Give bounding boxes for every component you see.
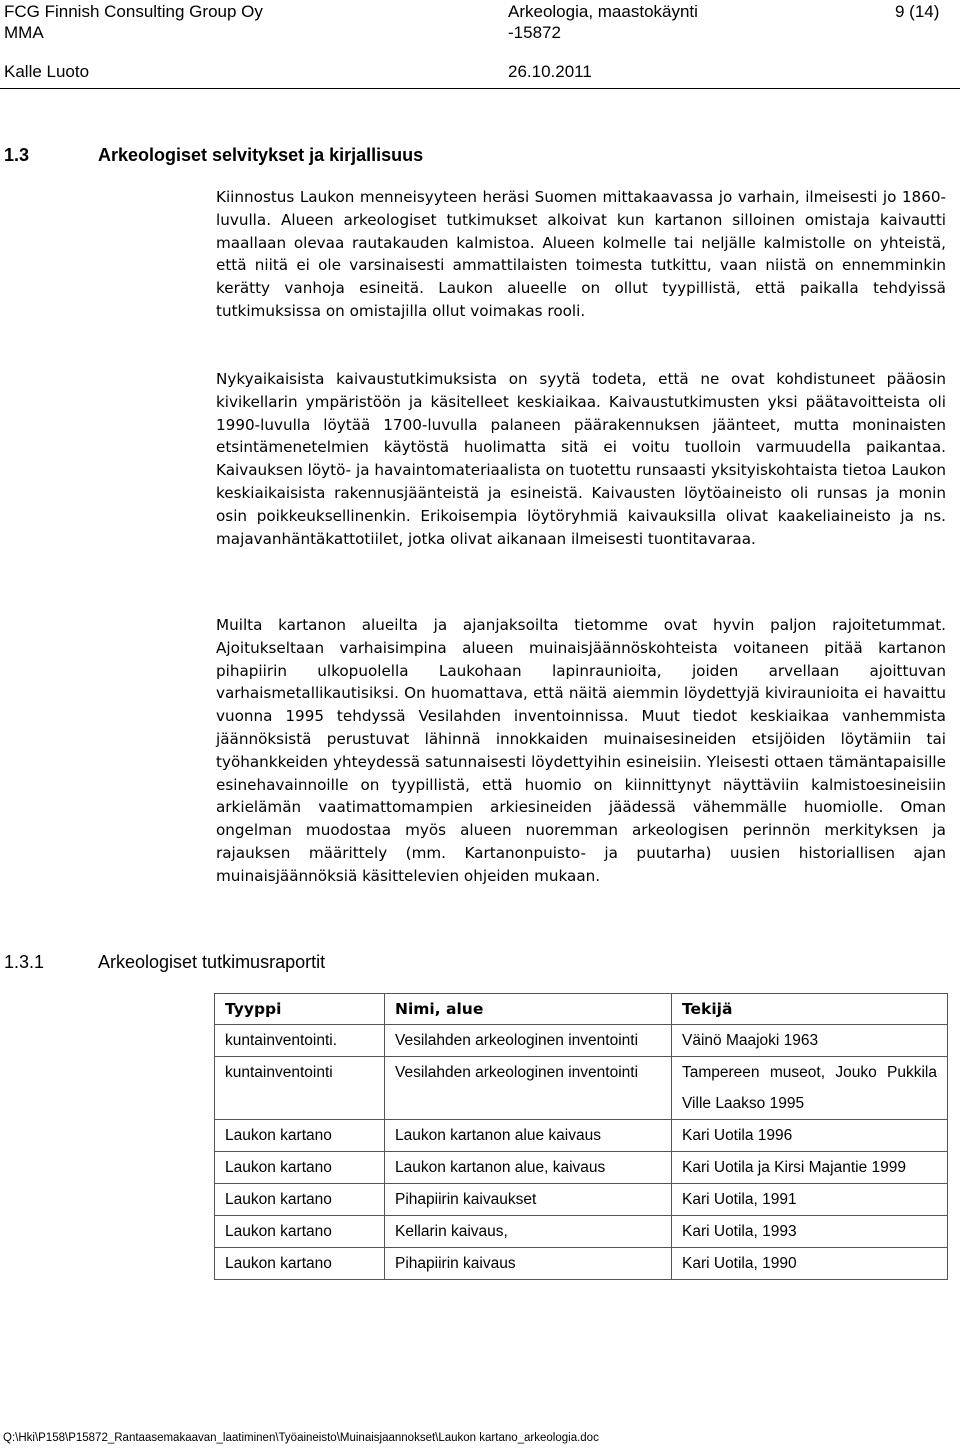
cell-author: Väinö Maajoki 1963	[672, 1025, 948, 1057]
cell-author: Kari Uotila 1996	[672, 1120, 948, 1152]
header-author: Kalle Luoto	[4, 62, 90, 81]
cell-name: Laukon kartanon alue kaivaus	[385, 1120, 672, 1152]
column-header-name: Nimi, alue	[385, 994, 672, 1025]
cell-name: Pihapiirin kaivaukset	[385, 1184, 672, 1216]
cell-type: Laukon kartano	[215, 1216, 385, 1248]
header-date: 26.10.2011	[508, 62, 592, 81]
paragraph-other-areas: Muilta kartanon alueilta ja ajanjaksoilta tietomme ovat hyvin paljon rajoitetummat. Ajoitukseltaan varhaisimpina alueen muinaisjäännöskohteista voitaneen pitää kartanon pihapiirin ulkopuolella Laukohaan lapinraunioita, joiden arvellaan ajoittuvan varhaismetallikautisiksi. On huomattava, että näitä aiemmin löydettyjä kiviraunioita ei havaittu vuonna 1995 tehdyssä Vesilahden inventoinnissa. Muut tiedot keskiaikaa vanhemmista jäännöksistä perustuvat lähinnä innokkaiden muinaisesineiden etsijöiden löytämiin tai työhankkeiden yhteydessä satunnaisesti löydettyihin esineisiin. Yleisesti ottaen tämäntapaisille esinehavainnoille on tyypillistä, että huomio on kiinnittynyt näyttäviin kalmistoesineisiin arkielämän vaatimattomampien arkiesineiden jäädessä vähemmälle huomiolle. Oman ongelman muodostaa myös alueen nuoremman arkeologisen perinnön merkityksen ja rajauksen määrittely (mm. Kartanonpuisto- ja puutarha) uusien historiallisen ajan muinaisjäännöksiä käsittelevien ohjeiden mukaan.	[216, 616, 946, 885]
cell-type: kuntainventointi.	[215, 1025, 385, 1057]
cell-name: Vesilahden arkeologinen inventointi	[385, 1057, 672, 1120]
subsection-title: Arkeologiset tutkimusraportit	[98, 952, 326, 972]
header-doc-number: -15872	[508, 23, 561, 42]
header-page-number: 9 (14)	[895, 2, 940, 21]
cell-author: Kari Uotila, 1993	[672, 1216, 948, 1248]
footer-file-path: Q:\Hki\P158\P15872_Rantaasemakaavan_laatiminen\Työaineisto\Muinaisjaannokset\Laukon kartano_arkeologia.doc	[3, 1432, 599, 1444]
table-row	[215, 1057, 948, 1120]
cell-name: Vesilahden arkeologinen inventointi	[385, 1025, 672, 1057]
cell-author: Kari Uotila, 1991	[672, 1184, 948, 1216]
cell-name: Laukon kartanon alue, kaivaus	[385, 1152, 672, 1184]
cell-author: Tampereen museot, Jouko Pukkila Ville Laakso 1995	[672, 1057, 948, 1120]
header-company: FCG Finnish Consulting Group Oy	[4, 2, 263, 21]
cell-type: Laukon kartano	[215, 1120, 385, 1152]
section-number: 1.3	[4, 145, 30, 165]
column-header-author: Tekijä	[672, 994, 948, 1025]
table-row	[215, 1025, 948, 1057]
cell-author: Kari Uotila, 1990	[672, 1248, 948, 1280]
table-row	[215, 1152, 948, 1184]
header-company-unit: MMA	[4, 23, 44, 42]
cell-type: Laukon kartano	[215, 1248, 385, 1280]
cell-name: Pihapiirin kaivaus	[385, 1248, 672, 1280]
cell-author: Kari Uotila ja Kirsi Majantie 1999	[672, 1152, 948, 1184]
header-doc-title: Arkeologia, maastokäynti	[508, 2, 698, 21]
reports-table	[214, 993, 948, 1280]
table-row	[215, 1184, 948, 1216]
table-row	[215, 1120, 948, 1152]
cell-type: kuntainventointi	[215, 1057, 385, 1120]
subsection-number: 1.3.1	[4, 952, 45, 972]
table-header-row	[215, 994, 948, 1025]
table-row	[215, 1216, 948, 1248]
column-header-type: Tyyppi	[215, 994, 385, 1025]
paragraph-history: Kiinnostus Laukon menneisyyteen heräsi Suomen mittakaavassa jo varhain, ilmeisesti jo 1860-luvulla. Alueen arkeologiset tutkimukset alkoivat kun kartanon silloinen omistaja kaivautti maallaan olevaa rautakauden kalmistoa. Alueen kolmelle tai neljälle kalmistolle on yhteistä, että niitä ei ole varsinaisesti ammattilaisten toimesta tutkittu, vaan niistä on ennemminkin kerätty vanhoja esineitä. Laukon alueelle on ollut tyypillistä, että paikalla tehdyissä tutkimuksissa on omistajilla ollut voimakas rooli.	[216, 188, 946, 320]
paragraph-excavations: Nykyaikaisista kaivaustutkimuksista on syytä todeta, että ne ovat kohdistuneet pääosin kivikellarin ympäristöön ja käsitelleet keskiaikaa. Kaivaustutkimusten yksi päätavoitteista oli 1990-luvulla löytää 1700-luvulla palaneen päärakennuksen jäänteet, mutta moninaisten etsintämenetelmien käytöstä huolimatta sitä ei voitu tuolloin varmuudella paikantaa. Kaivauksen löytö- ja havaintomateriaalista on tuotettu runsaasti yksityiskohtaista tietoa Laukon keskiaikaisista rakennusjäänteistä ja esineistä. Kaivausten löytöaineisto oli runsas ja monin osin poikkeuksellinenkin. Erikoisempia löytöryhmiä kaivauksilla olivat kaakeliaineisto ja ns. majavanhäntäkattotiilet, jotka olivat aikanaan ilmeisesti tuontitavaraa.	[216, 370, 946, 548]
header-divider	[0, 88, 960, 89]
section-title: Arkeologiset selvitykset ja kirjallisuus	[98, 145, 424, 165]
cell-name: Kellarin kaivaus,	[385, 1216, 672, 1248]
table-row	[215, 1248, 948, 1280]
cell-type: Laukon kartano	[215, 1184, 385, 1216]
cell-type: Laukon kartano	[215, 1152, 385, 1184]
